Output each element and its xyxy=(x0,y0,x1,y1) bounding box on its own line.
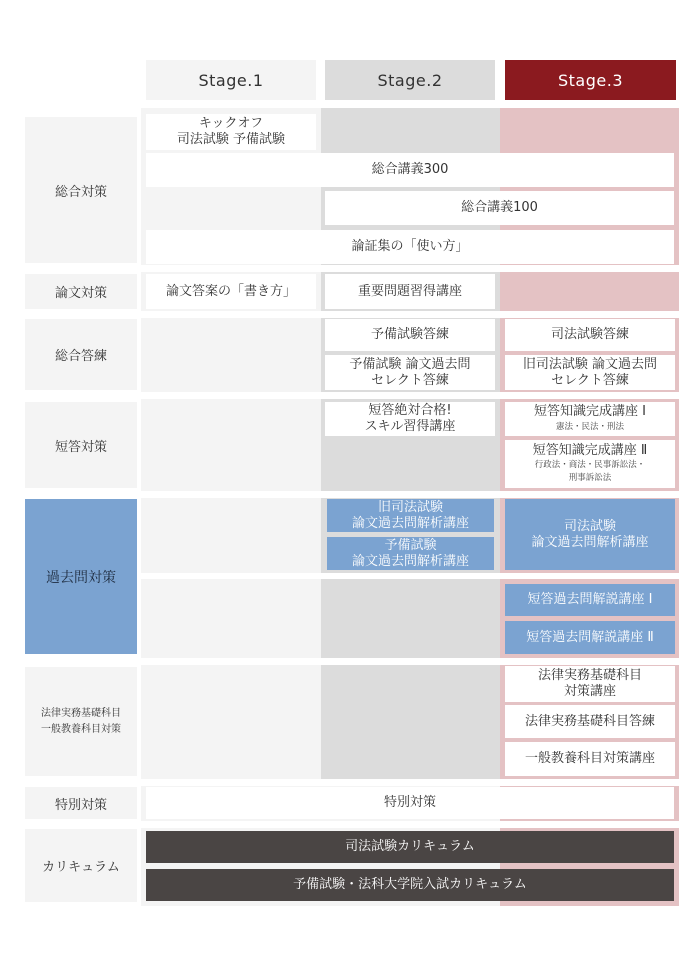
course-kyushiho-kaiseki-line2: 論文過去問解析講座 xyxy=(351,515,469,531)
course-tanto-chishiki-2-sub2: 刑事訴訟法 xyxy=(568,473,612,484)
stage-2-header: Stage.2 xyxy=(325,60,495,100)
stage-3-header: Stage.3 xyxy=(505,60,676,100)
course-sogo-kogi-300[interactable]: 総合講義300 xyxy=(146,153,674,187)
course-yobi-toren[interactable]: 予備試験答練 xyxy=(325,319,495,351)
category-horitsu-jitsumu xyxy=(25,667,137,776)
course-horitsu-taisaku-line1: 法律実務基礎科目 xyxy=(537,668,642,684)
row-separator xyxy=(141,392,679,399)
row-separator xyxy=(141,311,679,318)
category-sogo-taisaku: 総合対策 xyxy=(25,117,137,263)
category-sogo-toren: 総合答練 xyxy=(25,319,137,390)
course-horitsu-toren[interactable]: 法律実務基礎科目答練 xyxy=(505,705,675,738)
row-separator xyxy=(141,491,679,498)
course-yobi-kaiseki-line1: 予備試験 xyxy=(384,537,437,553)
course-kyushiho-kakomon-line2: セレクト答練 xyxy=(551,372,629,388)
course-tokubetsu-taisaku[interactable]: 特別対策 xyxy=(146,787,674,819)
course-tanto-chishiki-2-sub1: 行政法・商法・民事訴訟法・ xyxy=(534,460,646,471)
category-curriculum: カリキュラム xyxy=(25,829,137,902)
course-tanto-zettai-line2: スキル習得講座 xyxy=(364,419,456,434)
course-kyushiho-kaiseki[interactable] xyxy=(327,499,494,532)
course-shiho-toren[interactable]: 司法試験答練 xyxy=(505,319,675,351)
course-kyushiho-kakomon-line1: 旧司法試験 論文過去問 xyxy=(522,356,658,372)
row-separator xyxy=(141,779,679,786)
category-tokubetsu-taisaku: 特別対策 xyxy=(25,787,137,819)
course-sogo-kogi-100[interactable]: 総合講義100 xyxy=(325,191,674,225)
row-separator xyxy=(141,821,679,828)
course-kickoff-line2: 司法試験 予備試験 xyxy=(176,132,286,147)
course-tanto-kakomon-1[interactable]: 短答過去問解説講座 Ⅰ xyxy=(505,584,675,616)
course-shiho-kaiseki-line1: 司法試験 xyxy=(563,518,616,534)
course-ronshoshu[interactable]: 論証集の「使い方」 xyxy=(146,230,674,264)
course-tanto-kakomon-2[interactable]: 短答過去問解説講座 Ⅱ xyxy=(505,621,675,654)
course-tanto-chishiki-1[interactable] xyxy=(505,402,675,436)
course-horitsu-taisaku[interactable] xyxy=(505,666,675,702)
course-yobi-kakomon-select[interactable] xyxy=(325,355,495,390)
course-yobi-kaiseki-line2: 論文過去問解析講座 xyxy=(351,553,469,569)
course-yobi-kakomon-line2: セレクト答練 xyxy=(371,372,449,388)
course-yobi-kaiseki[interactable] xyxy=(327,537,494,570)
course-tanto-chishiki-2[interactable] xyxy=(505,440,675,488)
course-kickoff-line1: キックオフ xyxy=(198,116,264,132)
row-separator xyxy=(141,573,679,579)
course-kyushiho-kaiseki-line1: 旧司法試験 xyxy=(377,499,443,515)
stage-1-header: Stage.1 xyxy=(146,60,316,100)
course-kyushiho-kakomon-select[interactable] xyxy=(505,355,675,390)
row-separator xyxy=(141,658,679,665)
course-tanto-zettai[interactable] xyxy=(325,402,495,436)
course-yobi-kakomon-line1: 予備試験 論文過去問 xyxy=(349,356,471,372)
course-ronbun-kakikata[interactable]: 論文答案の「書き方」 xyxy=(146,274,316,309)
category-kakomon-taisaku: 過去問対策 xyxy=(25,499,137,654)
category-horitsu-line1: 法律実務基礎科目 xyxy=(41,708,121,719)
course-yobi-curriculum[interactable]: 予備試験・法科大学院入試カリキュラム xyxy=(146,869,674,901)
course-juyo-mondai[interactable]: 重要問題習得講座 xyxy=(325,274,495,309)
course-shiho-curriculum[interactable]: 司法試験カリキュラム xyxy=(146,831,674,863)
course-tanto-zettai-line1: 短答絶対合格! xyxy=(368,403,452,419)
course-shiho-kaiseki-line2: 論文過去問解析講座 xyxy=(531,534,649,550)
course-horitsu-taisaku-line2: 対策講座 xyxy=(563,684,616,699)
category-horitsu-line2: 一般教養科目対策 xyxy=(41,723,121,735)
course-kickoff[interactable] xyxy=(146,114,316,150)
course-tanto-chishiki-1-title: 短答知識完成講座 Ⅰ xyxy=(534,403,646,419)
category-ronbun-taisaku: 論文対策 xyxy=(25,274,137,309)
course-ippan-kyoyo[interactable]: 一般教養科目対策講座 xyxy=(505,742,675,776)
category-tanto-taisaku: 短答対策 xyxy=(25,402,137,488)
course-shiho-kaiseki[interactable] xyxy=(505,499,675,570)
course-tanto-chishiki-2-title: 短答知識完成講座 Ⅱ xyxy=(532,442,648,458)
course-tanto-chishiki-1-sub: 憲法・民法・刑法 xyxy=(555,422,624,433)
course-tanto-chishiki-2-sub xyxy=(535,459,646,485)
row-separator xyxy=(141,265,679,272)
